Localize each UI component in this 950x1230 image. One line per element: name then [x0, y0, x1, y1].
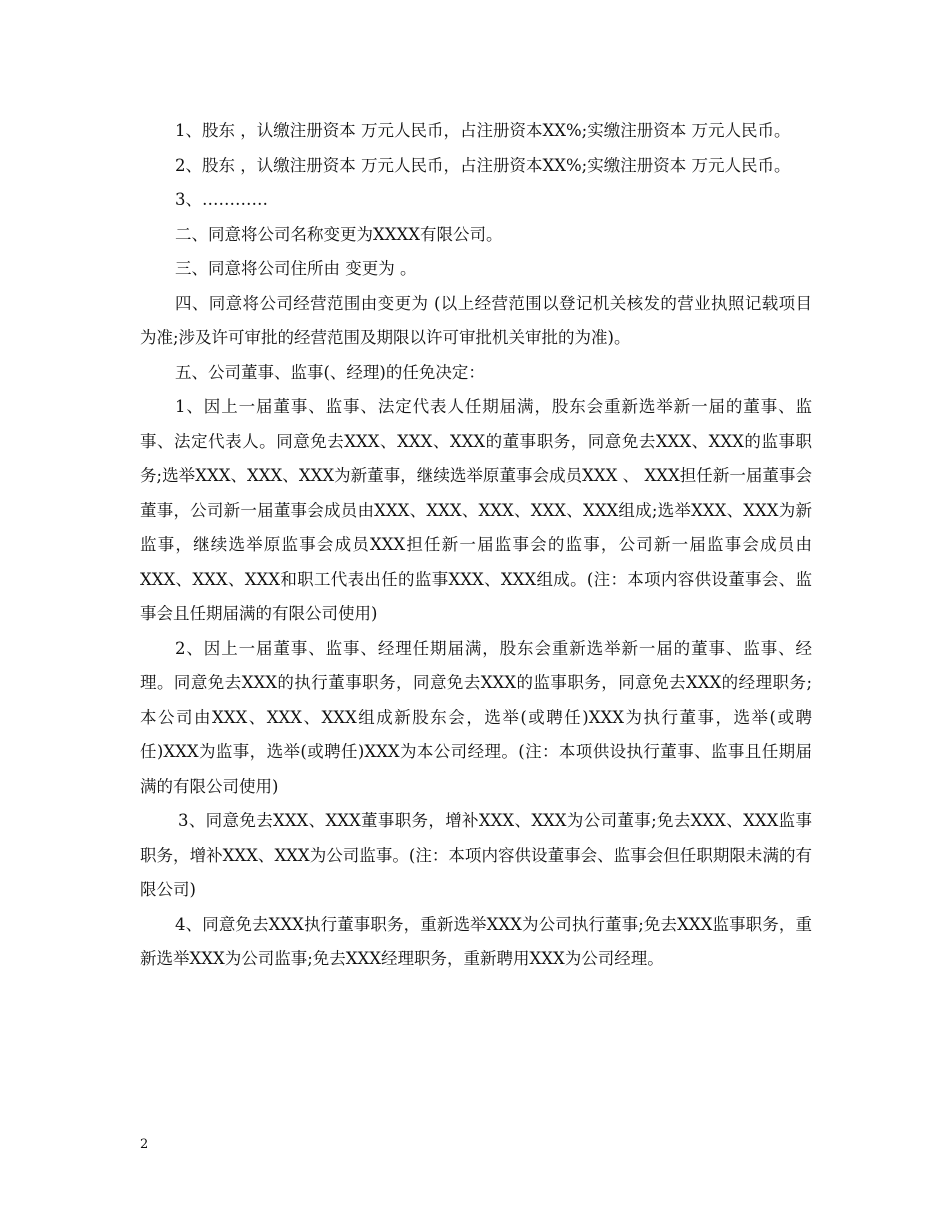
paragraph-appointment-3: 3、同意免去XXX、XXX董事职务，增补XXX、XXX为公司董事;免去XXX、XXX监事职务，增补XXX、XXX为公司监事。(注：本项内容供设董事会、监事会但任职期限未满的有限公司) — [140, 811, 812, 899]
paragraph-shareholder-3: 3、………… — [175, 190, 268, 209]
paragraph-business-scope: 四、同意将公司经营范围由变更为 (以上经营范围以登记机关核发的营业执照记载项目为准;涉及许可审批的经营范围及期限以许可审批机关审批的为准)。 — [140, 293, 812, 347]
paragraph-company-address: 三、同意将公司住所由 变更为 。 — [175, 259, 417, 278]
paragraph-appointment-4: 4、同意免去XXX执行董事职务，重新选举XXX为公司执行董事;免去XXX监事职务，重新选举XXX为公司监事;免去XXX经理职务，重新聘用XXX为公司经理。 — [140, 914, 812, 968]
paragraph-appointment-2: 2、因上一届董事、监事、经理任期届满，股东会重新选举新一届的董事、监事、经理。同意免去XXX的执行董事职务，同意免去XXX的监事职务，同意免去XXX的经理职务;本公司由XXX、XXX、XXX组成新股东会，选举(或聘任)XXX为执行董事，选举(或聘任)XXX为监事，选举(或聘任)XXX为本公司经理。(注：本项供设执行董事、监事且任期届满的有限公司使用) — [140, 638, 812, 796]
paragraph-appointment-heading: 五、公司董事、监事(、经理)的任免决定： — [175, 362, 485, 382]
paragraph-company-name: 二、同意将公司名称变更为XXXX有限公司。 — [175, 224, 503, 244]
paragraph-shareholder-2: 2、股东 ，认缴注册资本 万元人民币，占注册资本XX%;实缴注册资本 万元人民币。 — [175, 155, 791, 175]
document-body — [140, 114, 812, 977]
paragraph-appointment-1: 1、因上一届董事、监事、法定代表人任期届满，股东会重新选举新一届的董事、监事、法定代表人。同意免去XXX、XXX、XXX的董事职务，同意免去XXX、XXX的监事职务;选举XXX、XXX、XXX为新董事，继续选举原董事会成员XXX 、 XXX担任新一届董事会董事，公司新一届董事会成员由XXX、XXX、XXX、XXX、XXX组成;选举XXX、XXX为新监事，继续选举原监事会成员XXX担任新一届监事会的监事，公司新一届监事会成员由XXX、XXX、XXX和职工代表出任的监事XXX、XXX组成。(注：本项内容供设董事会、监事会且任期届满的有限公司使用) — [140, 397, 812, 623]
paragraph-shareholder-1: 1、股东 ，认缴注册资本 万元人民币，占注册资本XX%;实缴注册资本 万元人民币。 — [175, 121, 791, 140]
page-number: 2 — [140, 1137, 149, 1152]
